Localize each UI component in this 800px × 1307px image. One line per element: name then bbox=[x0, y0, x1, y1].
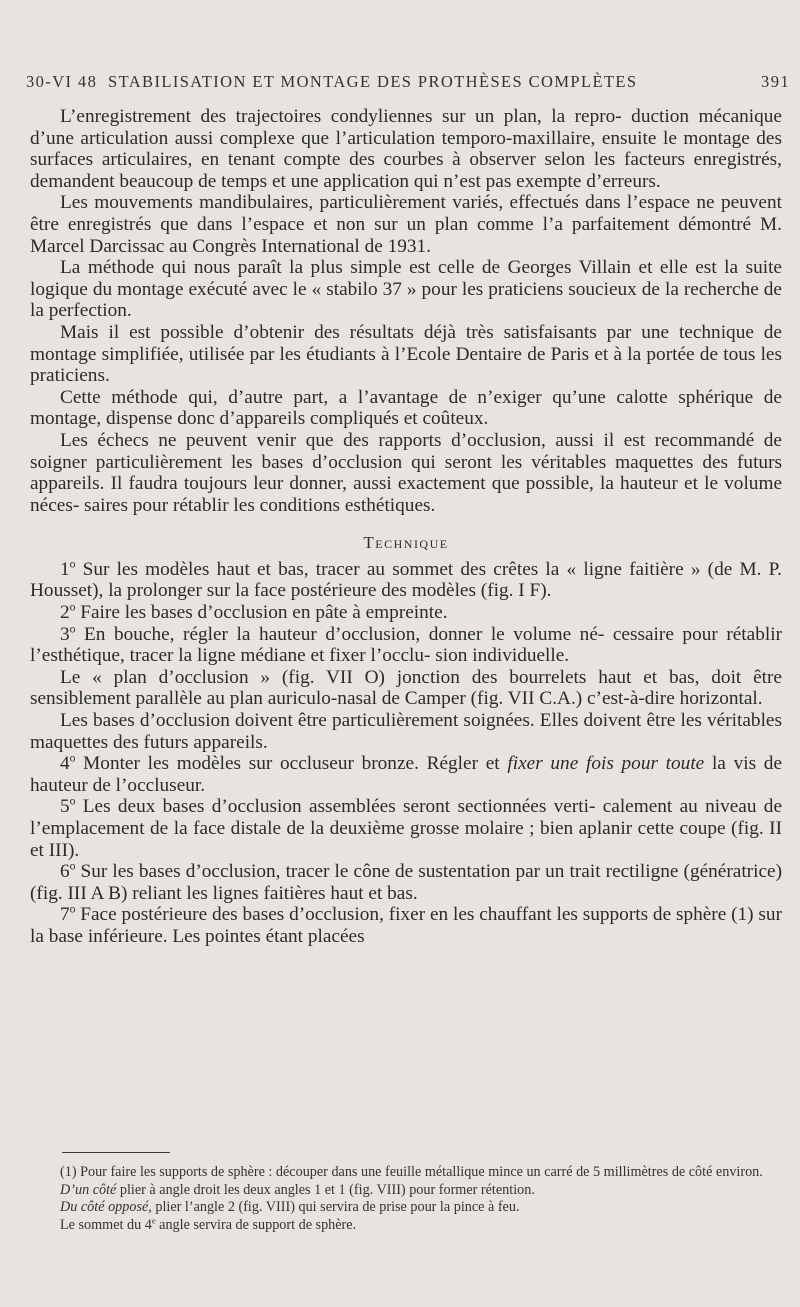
step-text: Sur les bases d’occlusion, tracer le cône de sustentation par un trait rectiligne (génératrice) (fig. III A B) reliant les lignes faitières haut et bas. bbox=[30, 861, 782, 904]
footnote-text-end: angle servira de support de sphère. bbox=[155, 1216, 357, 1233]
step-7 bbox=[30, 904, 782, 947]
ordinal-mark: e bbox=[151, 1214, 156, 1225]
footnotes bbox=[30, 1164, 782, 1234]
paragraph: Cette méthode qui, d’autre part, a l’avantage de n’exiger qu’une calotte sphérique de montage, dispense donc d’appareils compliqués et coûteux. bbox=[30, 386, 782, 430]
step-1 bbox=[30, 559, 782, 602]
footnote-text: plier à angle droit les deux angles 1 et 1 (fig. VIII) pour former rétention. bbox=[116, 1181, 535, 1198]
step-4 bbox=[30, 753, 782, 796]
emphasis-text: D’un côté bbox=[60, 1181, 117, 1198]
section-heading: Technique bbox=[363, 533, 449, 553]
footnote-text: plier l’angle 2 (fig. VIII) qui servira de prise pour la pince à feu. bbox=[151, 1199, 520, 1215]
step-text: Sur les modèles haut et bas, tracer au sommet des crêtes la « ligne faitière » (de M. P. Housset), la prolonger sur la face postérieure des modèles (fig. I F). bbox=[30, 558, 782, 602]
emphasis-text: Du côté opposé, bbox=[60, 1199, 152, 1215]
step-text: Les deux bases d’occlusion assemblées seront sectionnées verti- calement au niveau de l’emplacement de la face distale de la deuxième grosse molaire ; bien aplanir cette coupe (fig. II et III). bbox=[30, 796, 782, 861]
ordinal-mark: o bbox=[69, 622, 76, 636]
step-text: En bouche, régler la hauteur d’occlusion, donner le volume né- cessaire pour rétablir l’esthétique, tracer la ligne médiane et fixer l’occlu- sion individuelle. bbox=[30, 623, 782, 667]
header-folio: 30-VI 48 bbox=[26, 72, 98, 91]
step-number: 1 bbox=[60, 558, 70, 580]
step-text-end: la vis de hauteur de l’occluseur. bbox=[30, 753, 782, 796]
step-number: 4 bbox=[60, 753, 70, 775]
paragraph: L’enregistrement des trajectoires condyliennes sur un plan, la repro- duction mécanique d’une articulation aussi complexe que l’articulation temporo-maxillaire, ensuite le montage des surfaces articulaires, en tenant compte des courbes à observer selon les facteurs enregistrés, demandent beaucoup de temps et une application qui n’est pas exempte d’erreurs. bbox=[30, 106, 782, 192]
footnote: (1) Pour faire les supports de sphère : découper dans une feuille métallique mince un carré de 5 millimètres de côté environ. bbox=[60, 1164, 763, 1180]
paragraph: Les échecs ne peuvent venir que des rapports d’occlusion, aussi il est recommandé de soigner particulièrement les bases d’occlusion qui seront les véritables maquettes des futurs appareils. Il faudra toujours leur donner, aussi exactement que possible, la hauteur et le volume néces- saires pour rétablir les conditions esthétiques. bbox=[30, 429, 782, 516]
ordinal-mark: o bbox=[69, 859, 76, 873]
ordinal-mark: o bbox=[69, 902, 76, 916]
paragraph: Le « plan d’occlusion » (fig. VII O) jonction des bourrelets haut et bas, doit être sensiblement parallèle au plan auriculo-nasal de Camper (fig. VII C.A.) c’est-à-dire horizontal. bbox=[30, 666, 782, 710]
footnote-divider bbox=[62, 1152, 170, 1153]
step-number: 5 bbox=[60, 796, 70, 818]
paragraph: Les mouvements mandibulaires, particulièrement variés, effectués dans l’espace ne peuvent être enregistrés que dans l’espace et non sur un plan comme l’a parfaitement démontré M. Marcel Darcissac au Congrès International de 1931. bbox=[30, 192, 782, 257]
step-5 bbox=[30, 796, 782, 861]
ordinal-mark: o bbox=[69, 751, 76, 765]
step-text: Monter les modèles sur occluseur bronze. Régler et bbox=[75, 753, 508, 775]
ordinal-mark: o bbox=[69, 794, 76, 808]
ordinal-mark: o bbox=[69, 600, 76, 614]
page-number: 391 bbox=[761, 72, 790, 91]
step-text: Face postérieure des bases d’occlusion, fixer en les chauffant les supports de sphère (1) sur la base inférieure. Les pointes étant placées bbox=[30, 904, 782, 947]
emphasis-text: fixer une fois pour toute bbox=[507, 753, 705, 775]
paragraph: Les bases d’occlusion doivent être particulièrement soignées. Elles doivent être les véritables maquettes des futurs appareils. bbox=[30, 710, 782, 753]
step-text: Faire les bases d’occlusion en pâte à empreinte. bbox=[75, 602, 448, 624]
step-number: 2 bbox=[60, 602, 70, 624]
step-2 bbox=[30, 602, 782, 624]
footnote-text: Le sommet du 4 bbox=[60, 1216, 152, 1233]
footnote-line bbox=[30, 1214, 782, 1235]
footnote-line bbox=[30, 1182, 782, 1200]
paragraph: Mais il est possible d’obtenir des résultats déjà très satisfaisants par une technique de montage simplifiée, utilisée par les étudiants à l’Ecole Dentaire de Paris et à la portée de tous les praticiens. bbox=[30, 321, 782, 387]
header-title: STABILISATION ET MONTAGE DES PROTHÈSES COMPLÈTES bbox=[108, 72, 638, 91]
step-number: 3 bbox=[60, 623, 70, 645]
step-number: 6 bbox=[60, 861, 70, 883]
step-number: 7 bbox=[60, 904, 70, 926]
step-6 bbox=[30, 861, 782, 904]
ordinal-mark: o bbox=[69, 557, 76, 571]
step-3 bbox=[30, 624, 782, 667]
paragraph: La méthode qui nous paraît la plus simple est celle de Georges Villain et elle est la suite logique du montage exécuté avec le « stabilo 37 » pour les praticiens soucieux de la recherche de la perfection. bbox=[30, 257, 782, 322]
body-text bbox=[30, 106, 782, 948]
footnote-line bbox=[30, 1199, 782, 1217]
